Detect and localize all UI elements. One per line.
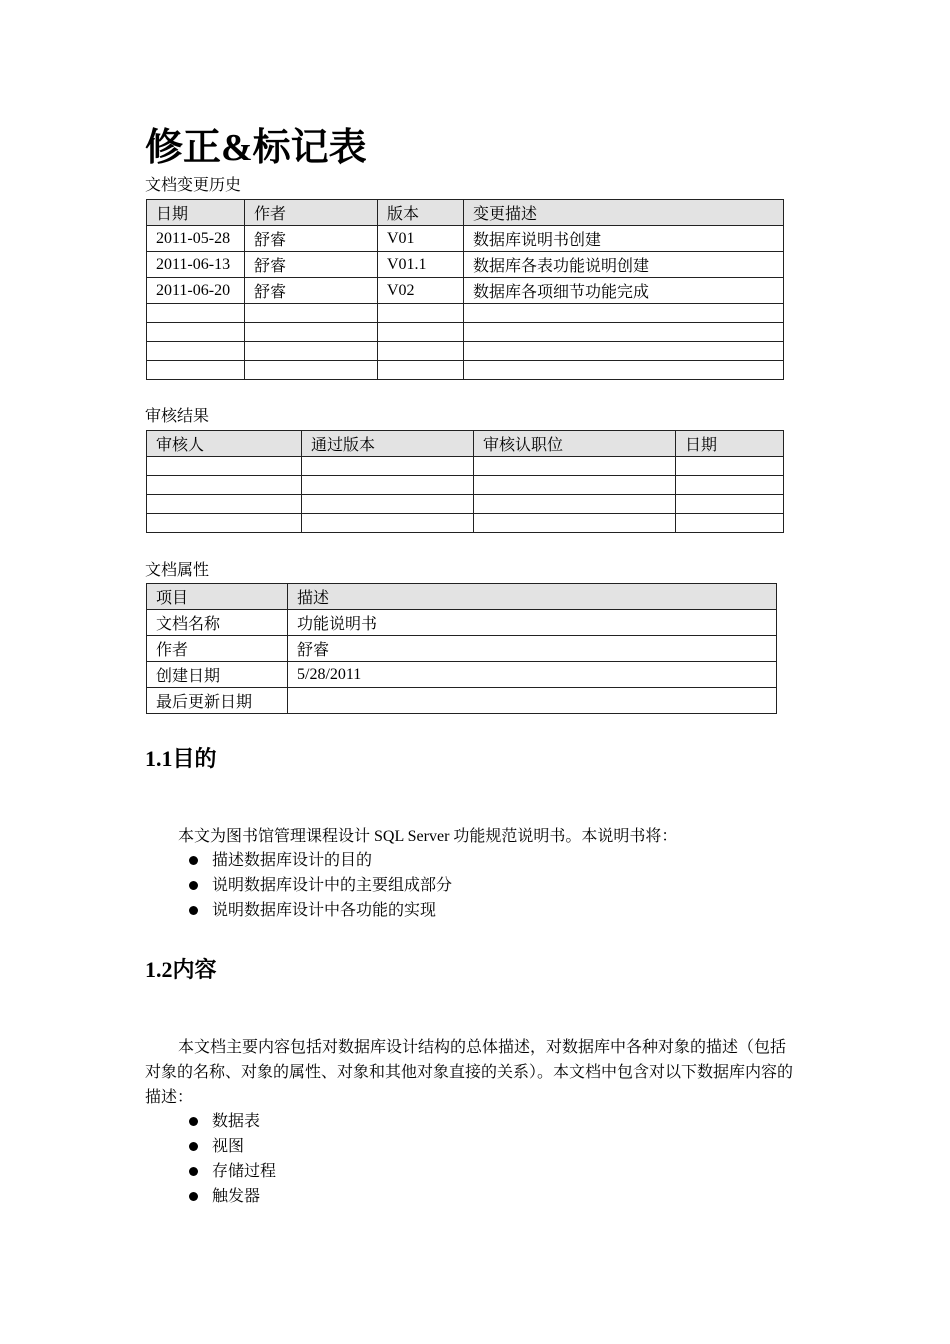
list-item [186, 1184, 276, 1209]
change-history-table [146, 199, 784, 380]
table-cell [464, 342, 784, 361]
table-cell: 舒睿 [245, 252, 378, 278]
table-cell [288, 688, 777, 714]
table-cell [147, 323, 245, 342]
column-header: 作者 [245, 200, 378, 226]
table-cell [676, 495, 784, 514]
table-cell: V02 [378, 278, 464, 304]
table-row [147, 636, 777, 662]
table-header-row [147, 584, 777, 610]
document-title: 修正&标记表 [145, 127, 367, 169]
bullet-icon [189, 856, 198, 865]
table-row [147, 662, 777, 688]
table-row [147, 610, 777, 636]
table-cell: 功能说明书 [288, 610, 777, 636]
list-item-text: 数据表 [212, 1113, 261, 1130]
table-cell: 数据库说明书创建 [464, 226, 784, 252]
bullet-icon [189, 1142, 198, 1151]
table-cell: 数据库各项细节功能完成 [464, 278, 784, 304]
table-cell [147, 457, 302, 476]
table-cell [676, 476, 784, 495]
table-header-row [147, 431, 784, 457]
table-cell: 2011-06-20 [147, 278, 245, 304]
list-item [186, 848, 452, 873]
table-row [147, 361, 784, 380]
table-cell: V01 [378, 226, 464, 252]
properties-table [146, 583, 777, 714]
list-item-text: 描述数据库设计的目的 [212, 852, 373, 869]
table-cell [378, 304, 464, 323]
table-cell [302, 476, 474, 495]
table-row [147, 226, 784, 252]
column-header: 通过版本 [302, 431, 474, 457]
table-cell [245, 342, 378, 361]
table-cell [474, 457, 676, 476]
list-item [186, 1109, 276, 1134]
content-bullet-list [186, 1109, 276, 1209]
table-cell: 舒睿 [245, 278, 378, 304]
table-cell [474, 514, 676, 533]
table-cell [378, 361, 464, 380]
bullet-icon [189, 1192, 198, 1201]
table-cell [302, 495, 474, 514]
table-header-row [147, 200, 784, 226]
table-cell: 作者 [147, 636, 288, 662]
table-cell [676, 457, 784, 476]
bullet-icon [189, 881, 198, 890]
bullet-icon [189, 1167, 198, 1176]
list-item-text: 存储过程 [212, 1163, 277, 1180]
table-cell [147, 361, 245, 380]
table-cell: 舒睿 [245, 226, 378, 252]
table-row [147, 514, 784, 533]
purpose-bullet-list [186, 848, 452, 923]
table-row [147, 688, 777, 714]
list-item [186, 1134, 276, 1159]
column-header: 审核人 [147, 431, 302, 457]
table-cell [147, 495, 302, 514]
paragraph-line: 描述： [145, 1089, 194, 1106]
table-cell [474, 495, 676, 514]
table-cell [474, 476, 676, 495]
content-paragraph [145, 1035, 810, 1110]
table-row [147, 323, 784, 342]
column-header: 描述 [288, 584, 777, 610]
table-cell [464, 304, 784, 323]
table-cell [147, 476, 302, 495]
purpose-paragraph: 本文为图书馆管理课程设计 SQL Server 功能规范说明书。本说明书将： [178, 828, 678, 845]
table-cell [302, 514, 474, 533]
column-header: 日期 [147, 200, 245, 226]
table-cell: 2011-05-28 [147, 226, 245, 252]
table-cell [147, 342, 245, 361]
table-cell [245, 323, 378, 342]
table-row [147, 278, 784, 304]
list-item [186, 898, 452, 923]
review-caption: 审核结果 [145, 408, 210, 425]
paragraph-line: 本文档主要内容包括对数据库设计结构的总体描述，对数据库中各种对象的描述（包括 [178, 1039, 787, 1056]
table-cell [464, 323, 784, 342]
section-heading-content: 1.2内容 [145, 957, 217, 982]
table-cell [147, 304, 245, 323]
section-heading-purpose: 1.1目的 [145, 746, 217, 771]
properties-caption: 文档属性 [145, 562, 210, 579]
review-table [146, 430, 784, 533]
table-cell: 2011-06-13 [147, 252, 245, 278]
table-cell [378, 323, 464, 342]
table-row [147, 476, 784, 495]
table-cell: 创建日期 [147, 662, 288, 688]
table-cell: V01.1 [378, 252, 464, 278]
list-item [186, 873, 452, 898]
column-header: 项目 [147, 584, 288, 610]
column-header: 版本 [378, 200, 464, 226]
table-cell [676, 514, 784, 533]
bullet-icon [189, 1117, 198, 1126]
table-cell [302, 457, 474, 476]
table-cell: 舒睿 [288, 636, 777, 662]
list-item [186, 1159, 276, 1184]
table-row [147, 457, 784, 476]
table-row [147, 252, 784, 278]
table-row [147, 495, 784, 514]
table-row [147, 304, 784, 323]
column-header: 审核认职位 [474, 431, 676, 457]
column-header: 变更描述 [464, 200, 784, 226]
column-header: 日期 [676, 431, 784, 457]
bullet-icon [189, 906, 198, 915]
table-row [147, 342, 784, 361]
table-cell [464, 361, 784, 380]
table-cell: 最后更新日期 [147, 688, 288, 714]
table-cell [245, 304, 378, 323]
change-history-caption: 文档变更历史 [145, 177, 242, 194]
table-cell [245, 361, 378, 380]
list-item-text: 说明数据库设计中的主要组成部分 [212, 877, 453, 894]
table-cell [147, 514, 302, 533]
table-cell [378, 342, 464, 361]
table-cell: 数据库各表功能说明创建 [464, 252, 784, 278]
table-cell: 5/28/2011 [288, 662, 777, 688]
list-item-text: 触发器 [212, 1188, 261, 1205]
list-item-text: 视图 [212, 1138, 245, 1155]
paragraph-line: 对象的名称、对象的属性、对象和其他对象直接的关系）。本文档中包含对以下数据库内容的 [145, 1064, 794, 1081]
list-item-text: 说明数据库设计中各功能的实现 [212, 902, 437, 919]
table-cell: 文档名称 [147, 610, 288, 636]
